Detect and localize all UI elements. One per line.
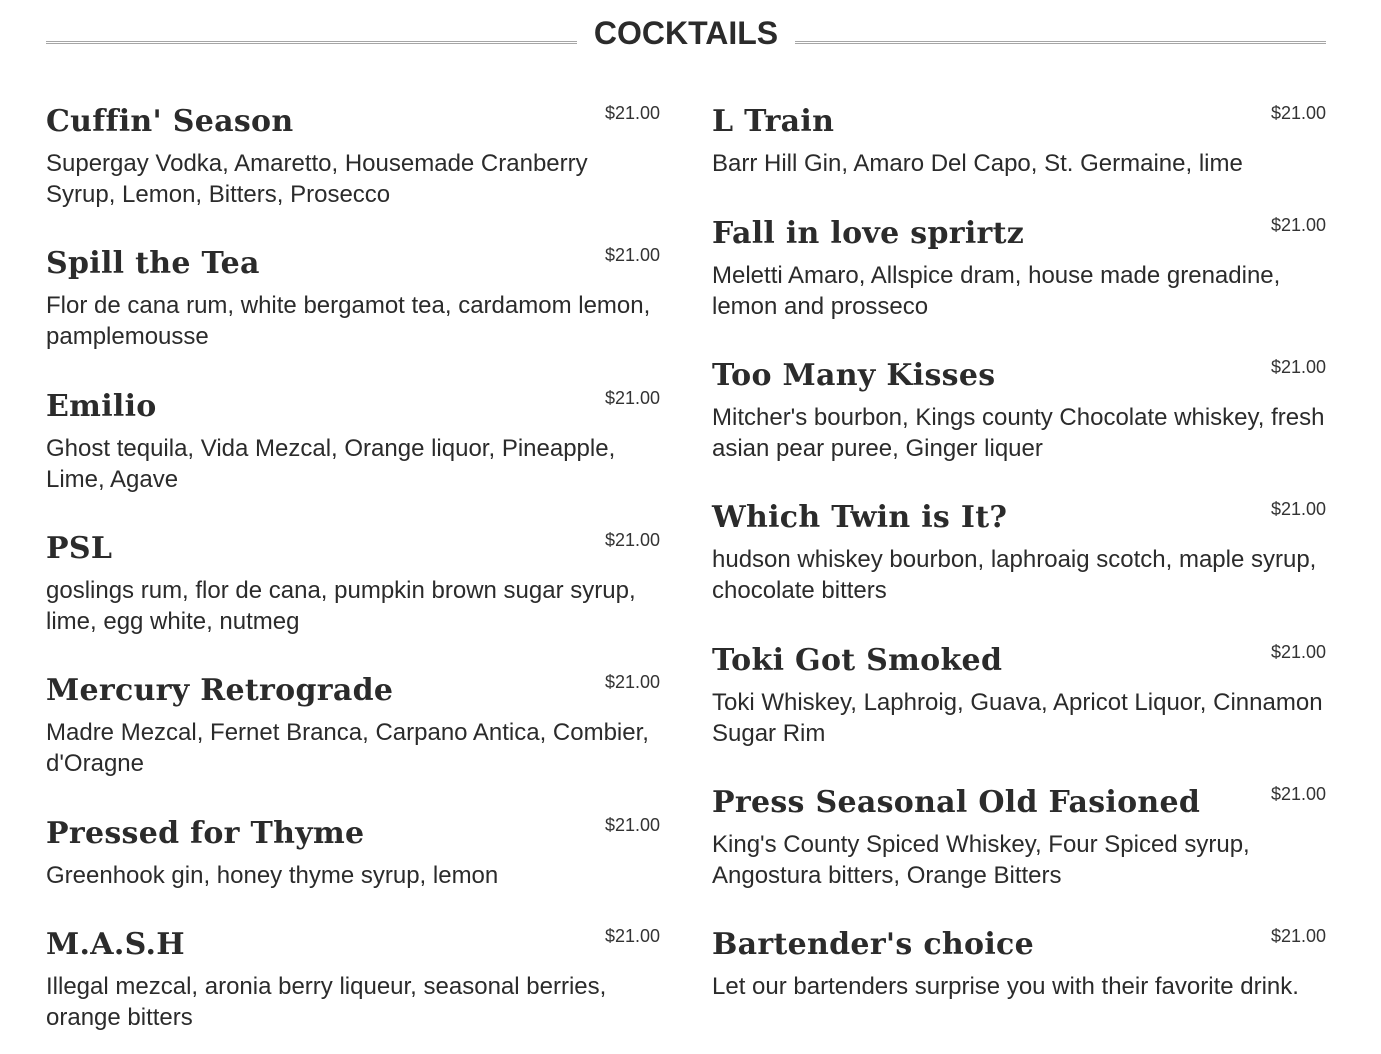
item-description: Flor de cana rum, white bergamot tea, cardamom lemon, pamplemousse [46, 292, 651, 350]
item-price: $21.00 [604, 103, 660, 123]
item-description: Greenhook gin, honey thyme syrup, lemon [46, 862, 499, 889]
item-name: M.A.S.H [46, 927, 185, 962]
item-price: $21.00 [1270, 103, 1326, 123]
header-divider-right [795, 41, 1326, 44]
item-description: Let our bartenders surprise you with their favorite drink. [712, 973, 1299, 1000]
item-description: Supergay Vodka, Amaretto, Housemade Cranberry Syrup, Lemon, Bitters, Prosecco [46, 150, 588, 208]
item-price: $21.00 [604, 388, 660, 408]
item-price: $21.00 [1270, 499, 1326, 519]
item-description: Barr Hill Gin, Amaro Del Capo, St. Germaine, lime [712, 150, 1243, 177]
item-name: Emilio [46, 389, 157, 424]
item-description: Ghost tequila, Vida Mezcal, Orange liquor, Pineapple, Lime, Agave [46, 435, 616, 493]
item-price: $21.00 [1270, 642, 1326, 662]
item-name: Toki Got Smoked [712, 643, 1003, 678]
item-price: $21.00 [1270, 926, 1326, 946]
item-name: Pressed for Thyme [46, 816, 365, 851]
item-description: hudson whiskey bourbon, laphroaig scotch, maple syrup, chocolate bitters [712, 546, 1317, 604]
item-price: $21.00 [1270, 215, 1326, 235]
section-title: COCKTAILS [593, 15, 779, 51]
item-price: $21.00 [604, 530, 660, 550]
item-price: $21.00 [604, 672, 660, 692]
item-name: Spill the Tea [46, 246, 260, 281]
item-price: $21.00 [1270, 357, 1326, 377]
item-description: Madre Mezcal, Fernet Branca, Carpano Antica, Combier, d'Oragne [46, 719, 649, 777]
item-price: $21.00 [1270, 784, 1326, 804]
item-description: goslings rum, flor de cana, pumpkin brown sugar syrup, lime, egg white, nutmeg [46, 577, 636, 635]
item-price: $21.00 [604, 926, 660, 946]
item-description: King's County Spiced Whiskey, Four Spiced syrup, Angostura bitters, Orange Bitters [712, 831, 1250, 889]
item-name: Mercury Retrograde [46, 673, 394, 708]
item-name: Fall in love sprirtz [712, 216, 1025, 251]
section-header [46, 10, 1326, 56]
item-name: Press Seasonal Old Fasioned [712, 785, 1201, 820]
header-divider-left [46, 41, 577, 44]
item-name: Bartender's choice [712, 927, 1034, 962]
item-description: Mitcher's bourbon, Kings county Chocolate whiskey, fresh asian pear puree, Ginger liquer [712, 404, 1325, 462]
item-name: Which Twin is It? [712, 500, 1008, 535]
item-price: $21.00 [604, 245, 660, 265]
item-description: Toki Whiskey, Laphroig, Guava, Apricot Liquor, Cinnamon Sugar Rim [712, 689, 1323, 747]
item-price: $21.00 [604, 815, 660, 835]
item-name: Too Many Kisses [712, 358, 996, 393]
item-description: Meletti Amaro, Allspice dram, house made grenadine, lemon and prosseco [712, 262, 1281, 320]
item-description: Illegal mezcal, aronia berry liqueur, seasonal berries, orange bitters [46, 973, 607, 1031]
item-name: PSL [46, 531, 113, 566]
item-name: Cuffin' Season [46, 104, 294, 139]
item-name: L Train [712, 104, 835, 139]
